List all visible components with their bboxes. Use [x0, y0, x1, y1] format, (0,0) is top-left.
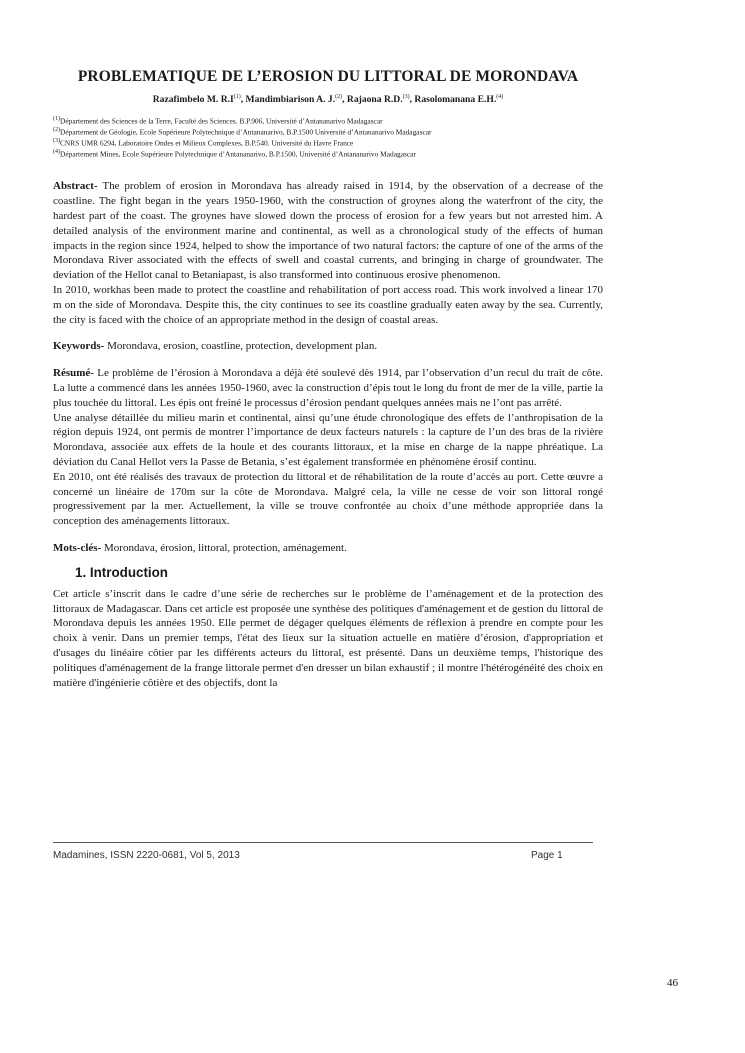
- affiliation-text: Département Mines, Ecole Supérieure Polytechnique d’Antananarivo, B.P.1500, Université d’Antananarivo Madagascar: [60, 149, 416, 159]
- affiliation-text: Département de Géologie, Ecole Supérieure Polytechnique d’Antananarivo, B.P.1500 Université d’Antananarivo Madagascar: [60, 127, 432, 137]
- resume-text: Le problème de l’érosion à Morondava a déjà été soulevé dès 1914, par l’observation d’un recul du trait de côte. La lutte a commencé dans les années 1950-1960, avec la construction d’épis tout le long du front de mer de la ville, partie la plus touchée du littoral. Les épis ont freiné le processus d’érosion pendant quelques années mais ne l’ont pas arrêté.: [53, 367, 603, 409]
- abstract-label: Abstract-: [53, 180, 98, 193]
- affiliation-ref: (4): [53, 149, 60, 156]
- author-name: Razafimbelo M. R.I: [152, 94, 234, 106]
- resume-paragraph-3: En 2010, ont été réalisés des travaux de protection du littoral et de réhabilitation de la route d’accès au port. Cette œuvre a concerné un linéaire de 170m sur la côte de Morondava. Malgré cela, la ville ne cesse de voir son littoral rongé progressivement par la mer. Actuellement, la ville se trouve confrontée au choix d’une méthode appropriée dans la conception des aménagements littoraux.: [53, 470, 603, 528]
- author-name: Rajaona R.D.: [346, 94, 403, 106]
- author-separator: ,: [342, 94, 347, 106]
- author-ref: (4): [496, 94, 504, 100]
- paper-title: PROBLEMATIQUE DE L’EROSION DU LITTORAL DE MORONDAVA: [77, 68, 579, 85]
- affiliation: [53, 115, 603, 126]
- section-heading: 1. Introduction: [75, 564, 168, 580]
- mots-cles-label: Mots-clés-: [53, 541, 102, 554]
- author-ref: (1): [233, 94, 241, 100]
- mots-cles-text: Morondava, érosion, littoral, protection, aménagement.: [101, 541, 347, 554]
- journal-citation: Madamines, ISSN 2220-0681, Vol 5, 2013: [53, 850, 240, 861]
- keywords-text: Morondava, erosion, coastline, protection, development plan.: [104, 340, 378, 353]
- affiliation-text: CNRS UMR 6294, Laboratoire Ondes et Milieux Complexes, B.P.540. Université du Havre France: [60, 138, 354, 148]
- author-name: Rasolomanana E.H.: [414, 94, 497, 106]
- resume-label: Résumé-: [53, 367, 94, 380]
- footer-page-label: Page 1: [531, 850, 563, 861]
- author-ref: (3): [402, 94, 410, 100]
- affiliation-ref: (3): [53, 138, 60, 145]
- abstract-paragraph: [53, 179, 603, 283]
- affiliation-text: Département des Sciences de la Terre, Faculté des Sciences. B.P.906, Université d’Antananarivo Madagascar: [60, 116, 383, 126]
- author-ref: (2): [335, 94, 343, 100]
- author-separator: ,: [240, 94, 246, 106]
- resume-paragraph: [53, 366, 603, 410]
- affiliation-list: [53, 115, 603, 159]
- page-footer: [53, 842, 593, 861]
- introduction-paragraph: Cet article s’inscrit dans le cadre d’une série de recherches sur le problème de l’aménagement et de la protection des littoraux de Madagascar. Dans cet article est proposée une synthèse des politiques d'aménagement et de gestion du littoral de Morondava depuis les années 1950. Elle permet de dégager quelques éléments de réflexion à prendre en compte pour les choix à venir. Dans un premier temps, l'état des lieux sur la situation actuelle en matière d’érosion, d'appropriation et d'usages du linéaire côtier par les différents acteurs du littoral, est présenté. Dans un deuxième temps, l'historique des politiques d'aménagement de la frange littorale permet d'en dresser un bilan exhaustif ; il montre l'hétérogénéité des choix en matière d'ingénierie côtière et des objectifs, dont la: [53, 587, 603, 689]
- affiliation-ref: (2): [53, 127, 60, 134]
- resume-paragraph-2: Une analyse détaillée du milieu marin et continental, ainsi qu’une étude chronologique des effets de l’anthropisation de la région depuis 1924, ont permis de montrer l’importance de deux facteurs naturels : la capture de l’un des bras de la rivière Morondava, associée aux effets de la houle et des courants littoraux, et la mise en charge de la nappe phréatique. La déviation du Canal Hellot vers la Passe de Betania, s’est également transformée en phénomène érosif continu.: [53, 411, 603, 468]
- keywords-label: Keywords-: [53, 340, 105, 353]
- paper-page: [53, 62, 603, 690]
- affiliation: [53, 126, 603, 137]
- keywords: [53, 339, 603, 354]
- mots-cles: [53, 541, 603, 556]
- abstract-text: The problem of erosion in Morondava has already raised in 1914, by the observation of a decrease of the coastline. The fight began in the years 1950-1960, with the construction of groynes along the waterfront of the city, the hardest part of the coast. The groynes have slowed down the process of erosion for a few years but not arrested him. A detailed analysis of the environment marine and continental, as well as a chronological study of the effects of human impacts in the region since 1924, helped to show the importance of two natural factors: the capture of one of the arms of the Morondava River associated with the effects of swell and coastal currents, and bringing in charge of groundwater. The deviation of the Hellot canal to Betaniapast, is also transformed into continuous erosive phenomenon.: [53, 180, 603, 282]
- abstract-paragraph-2: In 2010, workhas been made to protect the coastline and rehabilitation of port access road. This work involved a linear 170 m on the side of Morondava. Despite this, the city continues to see its coastline gradually eaten away by the sea. Currently, the city is faced with the choice of an appropriate method in the design of coastal areas.: [53, 284, 603, 326]
- author-name: Mandimbiarison A. J.: [245, 94, 336, 106]
- affiliation: [53, 137, 603, 148]
- author-list: [53, 94, 603, 105]
- affiliation: [53, 148, 603, 159]
- author-separator: ,: [409, 94, 415, 106]
- page-number: 46: [667, 977, 678, 989]
- affiliation-ref: (1): [53, 116, 60, 123]
